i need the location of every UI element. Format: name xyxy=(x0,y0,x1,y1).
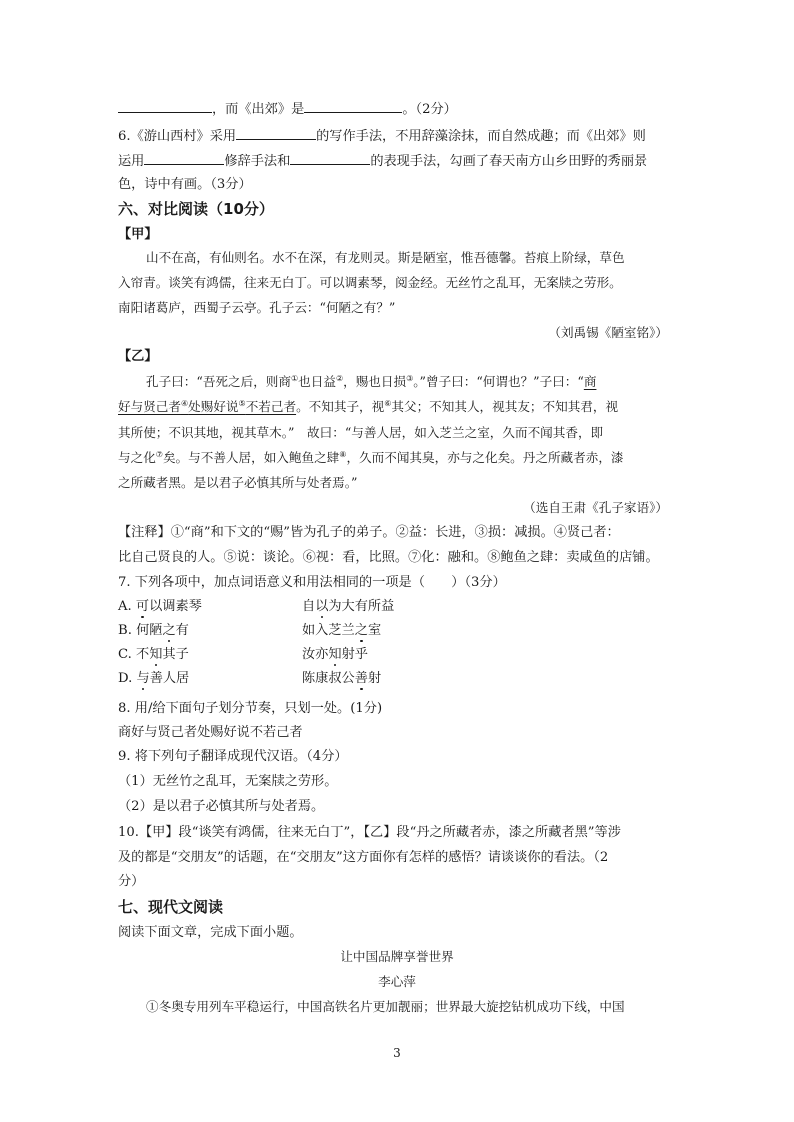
passage-yi-label: 【乙】 xyxy=(118,349,158,364)
article-title: 让中国品牌享誉世界 xyxy=(340,949,454,964)
article-author: 李心萍 xyxy=(378,974,416,989)
section-6-title: 六、对比阅读（10分） xyxy=(118,200,274,218)
question-10-line: 10.【甲】段“谈笑有鸿儒，往来无白丁”，【乙】段“丹之所藏者赤，漆之所藏者黑”等涉 xyxy=(118,825,621,840)
fill-text: ，而《出郊》是 xyxy=(212,102,305,117)
question-9-item: （2）是以君子必慎其所与处者焉。 xyxy=(118,799,325,814)
fill-text: 。（2分） xyxy=(402,102,457,117)
question-10-line: 及的都是“交朋友”的话题，在“交朋友”这方面你有怎样的感悟？请谈谈你的看法。（2 xyxy=(118,850,609,865)
question-9-item: （1）无丝竹之乱耳，无案牍之劳形。 xyxy=(118,774,338,789)
q7-option-b[interactable]: B. 何陋之有 xyxy=(118,623,189,638)
question-9: 9. 将下列句子翻译成现代汉语。（4分） xyxy=(118,749,348,764)
q6-text: 修辞手法和 xyxy=(224,154,291,169)
q7-option-c[interactable]: C. 不知其子 xyxy=(118,647,189,662)
article-paragraph-1: ①冬奥专用列车平稳运行，中国高铁名片更加靓丽；世界最大旋挖钻机成功下线，中国 xyxy=(146,999,625,1014)
q7-option-c-compare: 汝亦知射乎 xyxy=(302,647,368,662)
section-7-title: 七、现代文阅读 xyxy=(118,898,224,916)
passage-jia-label: 【甲】 xyxy=(118,227,158,242)
question-6-line-1 xyxy=(118,127,646,146)
answer-blank[interactable] xyxy=(236,127,316,140)
passage-yi-line-4: 与之化⑦矣。与不善人居，如入鲍鱼之肆⑧，久而不闻其臭，亦与之化矣。丹之所藏者赤，漆 xyxy=(118,449,624,465)
passage-jia-line: 入帘青。谈笑有鸿儒，往来无白丁。可以调素琴，阅金经。无丝竹之乱耳，无案牍之劳形。 xyxy=(118,275,622,290)
passage-yi-line-3: 其所使；不识其地，视其草木。” 故曰：“与善人居，如入芝兰之室，久而不闻其香，即 xyxy=(118,425,604,440)
q6-text: 6.《游山西村》采用 xyxy=(118,129,237,144)
question-6-line-3: 色，诗中有画。（3分） xyxy=(118,177,252,192)
q7-option-d-compare: 陈康叔公善射 xyxy=(302,671,382,686)
q7-option-d[interactable]: D. 与善人居 xyxy=(118,671,190,686)
answer-blank[interactable] xyxy=(290,152,370,165)
notes-line: 比自己贤良的人。⑤说：谈论。⑥视：看，比照。⑦化：融和。⑧鲍鱼之肆：卖咸鱼的店铺。 xyxy=(118,550,659,565)
question-10-line: 分） xyxy=(118,874,145,889)
page-number: 3 xyxy=(393,1046,401,1060)
question-6-line-2 xyxy=(118,152,647,171)
question-7: 7. 下列各项中，加点词语意义和用法相同的一项是（ ）（3分） xyxy=(118,575,506,590)
passage-yi-line-5: 之所藏者黑。是以君子必慎其所与处者焉。” xyxy=(118,475,358,490)
passage-yi-line-1: 孔子曰：“吾死之后，则商①也日益②，赐也日损③。”曾子曰：“何谓也？”子曰：“商 xyxy=(146,373,597,389)
passage-jia-source: （刘禹锡《陋室铭》） xyxy=(548,325,668,340)
passage-yi-source: （选自王肃《孔子家语》） xyxy=(523,500,668,515)
question-8-sentence: 商好与贤己者处赐好说不若己者 xyxy=(118,725,303,740)
q6-text: 运用 xyxy=(118,154,145,169)
passage-yi-line-2: 好与贤己者④处赐好说⑤不若己者。不知其子，视⑥其父；不知其人，视其友；不知其君，视 xyxy=(118,398,619,414)
q7-option-b-compare: 如入芝兰之室 xyxy=(302,623,382,638)
answer-blank[interactable] xyxy=(118,100,212,113)
section-7-intro: 阅读下面文章，完成下面小题。 xyxy=(118,925,303,940)
question-8: 8. 用/给下面句子划分节奏，只划一处。(1分) xyxy=(118,701,383,716)
passage-jia-line: 南阳诸葛庐，西蜀子云亭。孔子云：“何陋之有？” xyxy=(118,300,396,315)
answer-blank[interactable] xyxy=(304,100,402,113)
q7-option-a-compare: 自以为大有所益 xyxy=(302,599,395,614)
q7-option-a[interactable]: A. 可以调素琴 xyxy=(118,599,202,614)
notes-line: 【注释】①“商”和下文的“赐”皆为孔子的弟子。②益：长进，③损：减损。④贤己者： xyxy=(118,525,620,540)
q6-text: 的写作手法，不用辞藻涂抹，而自然成趣；而《出郊》则 xyxy=(316,129,646,144)
passage-jia-line: 山不在高，有仙则名。水不在深，有龙则灵。斯是陋室，惟吾德馨。苔痕上阶绿，草色 xyxy=(146,250,625,265)
answer-blank[interactable] xyxy=(144,152,224,165)
fill-line-1 xyxy=(118,100,457,119)
q6-text: 的表现手法，勾画了春天南方山乡田野的秀丽景 xyxy=(370,154,648,169)
